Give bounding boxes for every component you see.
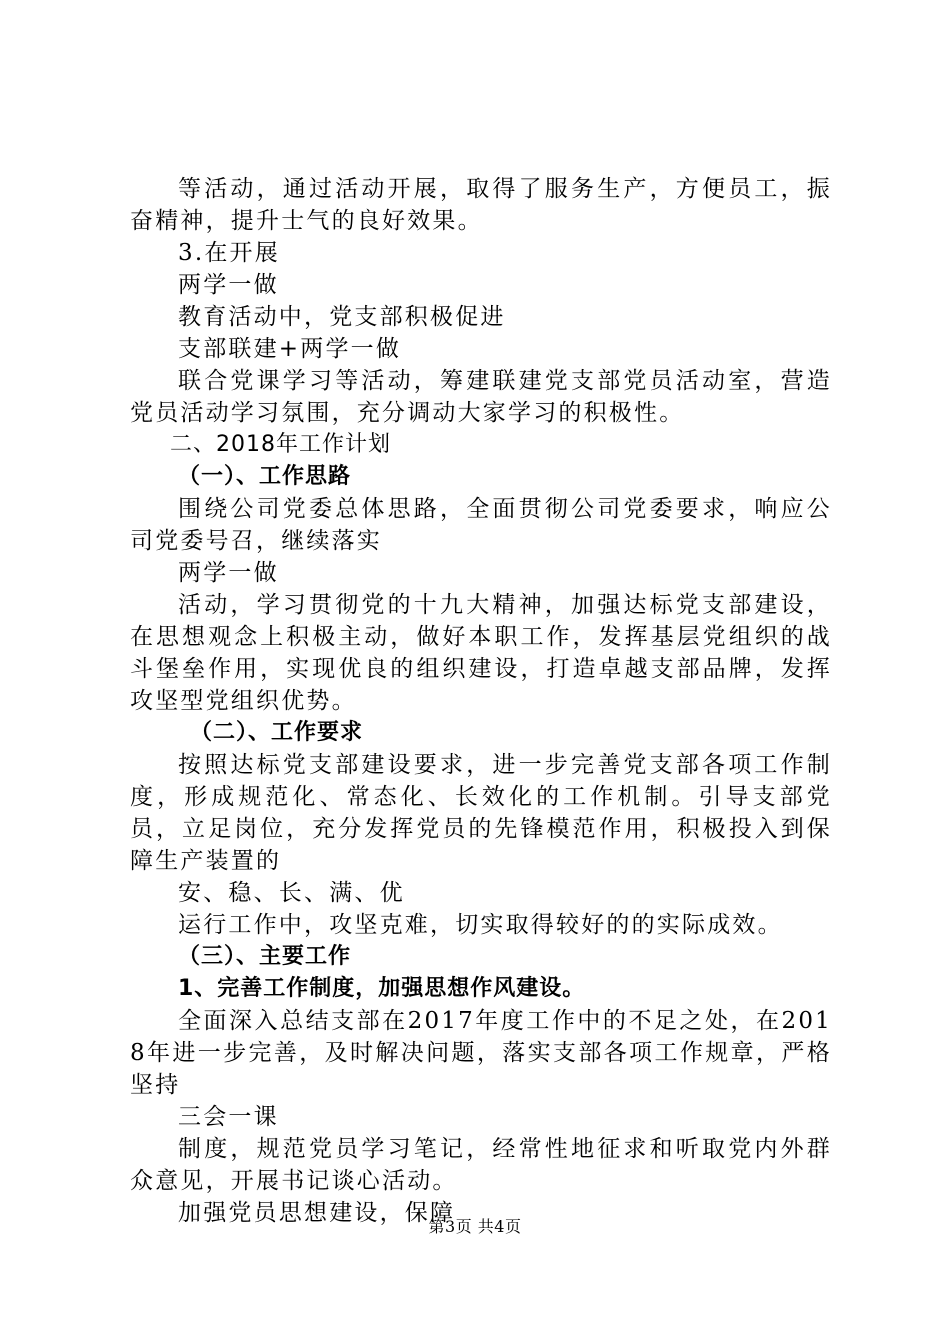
- paragraph-19: 三会一课: [178, 1104, 279, 1130]
- paragraph-15: 运行工作中，攻坚克难，切实取得较好的的实际成效。: [178, 912, 783, 938]
- paragraph-13: 按照达标党支部建设要求，进一步完善党支部各项工作制度，形成规范化、常态化、长效化的工作机制。引导支部党员，立足岗位，充分发挥党员的先锋模范作用，积极投入到保障生产装置的: [130, 752, 832, 874]
- paragraph-20: 制度，规范党员学习笔记，经常性地征求和听取党内外群众意见，开展书记谈心活动。: [130, 1136, 832, 1194]
- section-heading-2018-plan: 二、2018年工作计划: [170, 432, 391, 457]
- paragraph-10: 两学一做: [178, 560, 279, 586]
- paragraph-4: 教育活动中，党支部积极促进: [178, 304, 506, 330]
- paragraph-11: 活动，学习贯彻党的十九大精神，加强达标党支部建设，在思想观念上积极主动，做好本职工作，发挥基层党组织的战斗堡垒作用，实现优良的组织建设，打造卓越支部品牌，发挥攻坚型党组织优势。: [130, 592, 832, 714]
- page-footer: 第3页 共4页: [428, 1217, 522, 1236]
- subheading-improve-system: 1、完善工作制度，加强思想作风建设。: [178, 976, 586, 1001]
- document-body: [130, 173, 832, 1229]
- paragraph-3: 两学一做: [178, 272, 279, 298]
- paragraph-18: 全面深入总结支部在2017年度工作中的不足之处，在2018年进一步完善，及时解决问题，落实支部各项工作规章，严格坚持: [130, 1008, 832, 1098]
- paragraph-6: 联合党课学习等活动，筹建联建党支部党员活动室，营造党员活动学习氛围，充分调动大家学习的积极性。: [130, 368, 832, 426]
- paragraph-5: 支部联建+两学一做: [178, 336, 402, 362]
- paragraph-1: 等活动，通过活动开展，取得了服务生产，方便员工，振奋精神，提升士气的良好效果。: [130, 176, 832, 234]
- paragraph-2: 3.在开展: [178, 240, 280, 266]
- paragraph-21: 加强党员思想建设，保障: [178, 1200, 456, 1226]
- subheading-work-requirements: （二）、工作要求: [190, 720, 364, 745]
- subheading-work-ideas: （一）、工作思路: [178, 464, 352, 489]
- paragraph-14: 安、稳、长、满、优: [178, 880, 405, 906]
- paragraph-9: 围绕公司党委总体思路，全面贯彻公司党委要求，响应公司党委号召，继续落实: [130, 496, 832, 554]
- subheading-main-work: （三）、主要工作: [178, 944, 352, 969]
